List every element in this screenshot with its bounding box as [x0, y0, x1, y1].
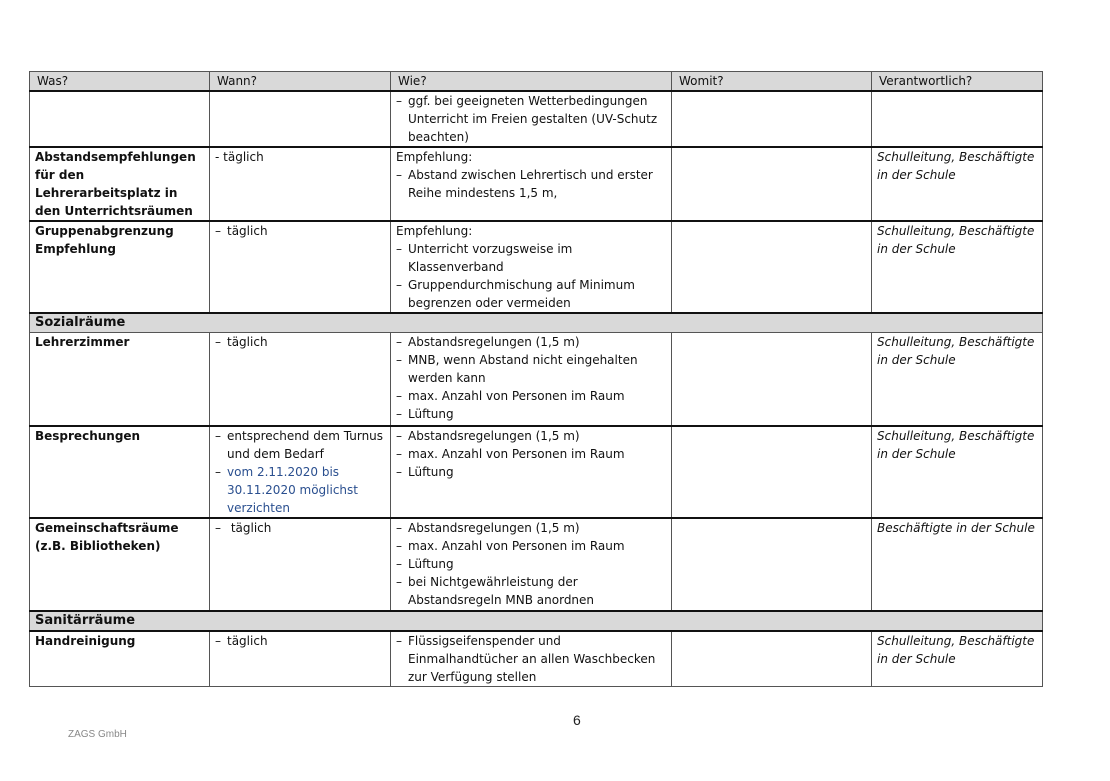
wann-item: – täglich: [215, 519, 385, 537]
cell-wann: [210, 91, 391, 147]
cell-womit: [672, 221, 872, 313]
wann-item: – täglich: [215, 222, 385, 240]
cell-was: Handreinigung: [30, 631, 210, 687]
cell-wann: [210, 518, 391, 611]
wie-item: – ggf. bei geeigneten Wetterbedingungen Unterricht im Freien gestalten (UV-Schutz beachten): [396, 92, 666, 146]
footer-company: ZAGS GmbH: [68, 729, 127, 740]
table-row: [30, 221, 1043, 313]
cell-verantwortlich: Schulleitung, Beschäftigte in der Schule: [872, 631, 1043, 687]
cell-verantwortlich: Beschäftigte in der Schule: [872, 518, 1043, 611]
header-wann: Wann?: [210, 72, 391, 92]
wann-item: – täglich: [215, 333, 385, 351]
wie-item: – max. Anzahl von Personen im Raum: [396, 537, 666, 555]
cell-verantwortlich: Schulleitung, Beschäftigte in der Schule: [872, 221, 1043, 313]
cell-wie: [391, 91, 672, 147]
wie-item: – Abstandsregelungen (1,5 m): [396, 333, 666, 351]
cell-wie: [391, 221, 672, 313]
wie-item: – max. Anzahl von Personen im Raum: [396, 445, 666, 463]
cell-was: Gruppenabgrenzung Empfehlung: [30, 221, 210, 313]
header-wie: Wie?: [391, 72, 672, 92]
wann-item: – entsprechend dem Turnus und dem Bedarf: [215, 427, 385, 463]
cell-verantwortlich: Schulleitung, Beschäftigte in der Schule: [872, 333, 1043, 426]
wie-item: – MNB, wenn Abstand nicht eingehalten werden kann: [396, 351, 666, 387]
wann-item-highlight: – vom 2.11.2020 bis 30.11.2020 möglichst verzichten: [215, 463, 385, 517]
cell-womit: [672, 631, 872, 687]
table-row: [30, 333, 1043, 426]
cell-was: Gemeinschaftsräume (z.B. Bibliotheken): [30, 518, 210, 611]
cell-verantwortlich: Schulleitung, Beschäftigte in der Schule: [872, 147, 1043, 221]
cell-womit: [672, 518, 872, 611]
wie-item: – Lüftung: [396, 463, 666, 481]
wie-item: – Gruppendurchmischung auf Minimum begrenzen oder vermeiden: [396, 276, 666, 312]
cell-wann: [210, 631, 391, 687]
table-row: [30, 91, 1043, 147]
wie-item: – bei Nichtgewährleistung der Abstandsregeln MNB anordnen: [396, 573, 666, 609]
section-title: Sozialräume: [30, 313, 1043, 333]
table-row: [30, 631, 1043, 687]
table-row: [30, 518, 1043, 611]
cell-wann: [210, 221, 391, 313]
cell-verantwortlich: Schulleitung, Beschäftigte in der Schule: [872, 426, 1043, 518]
header-verantwortlich: Verantwortlich?: [872, 72, 1043, 92]
cell-was: Lehrerzimmer: [30, 333, 210, 426]
cell-was: Besprechungen: [30, 426, 210, 518]
section-row: [30, 313, 1043, 333]
cell-womit: [672, 426, 872, 518]
cell-womit: [672, 91, 872, 147]
cell-wann: - täglich: [210, 147, 391, 221]
wie-item: – Lüftung: [396, 555, 666, 573]
wie-item: – Lüftung: [396, 405, 666, 423]
cell-wie: [391, 518, 672, 611]
wie-item: – Flüssigseifenspender und Einmalhandtücher an allen Waschbecken zur Verfügung stellen: [396, 632, 666, 686]
wie-item: – Abstand zwischen Lehrertisch und erster Reihe mindestens 1,5 m,: [396, 166, 666, 202]
cell-womit: [672, 147, 872, 221]
cell-was: [30, 91, 210, 147]
wie-item: – Abstandsregelungen (1,5 m): [396, 427, 666, 445]
cell-wie: [391, 333, 672, 426]
wie-item: – Unterricht vorzugsweise im Klassenverband: [396, 240, 666, 276]
wie-item: – Abstandsregelungen (1,5 m): [396, 519, 666, 537]
table-row: [30, 426, 1043, 518]
cell-was: Abstandsempfehlungen für den Lehrerarbeitsplatz in den Unterrichtsräumen: [30, 147, 210, 221]
cell-wie: [391, 147, 672, 221]
cell-wann: [210, 333, 391, 426]
section-title: Sanitärräume: [30, 611, 1043, 631]
section-row: [30, 611, 1043, 631]
table-row: [30, 147, 1043, 221]
wie-intro: Empfehlung:: [396, 224, 473, 238]
cell-womit: [672, 333, 872, 426]
wie-intro: Empfehlung:: [396, 150, 473, 164]
measures-table: [29, 71, 1043, 687]
wie-item: – max. Anzahl von Personen im Raum: [396, 387, 666, 405]
cell-wie: [391, 631, 672, 687]
cell-wie: [391, 426, 672, 518]
cell-verantwortlich: [872, 91, 1043, 147]
table-header-row: [30, 72, 1043, 92]
header-was: Was?: [30, 72, 210, 92]
wann-item: – täglich: [215, 632, 385, 650]
page-number: 6: [573, 712, 581, 728]
header-womit: Womit?: [672, 72, 872, 92]
cell-wann: [210, 426, 391, 518]
